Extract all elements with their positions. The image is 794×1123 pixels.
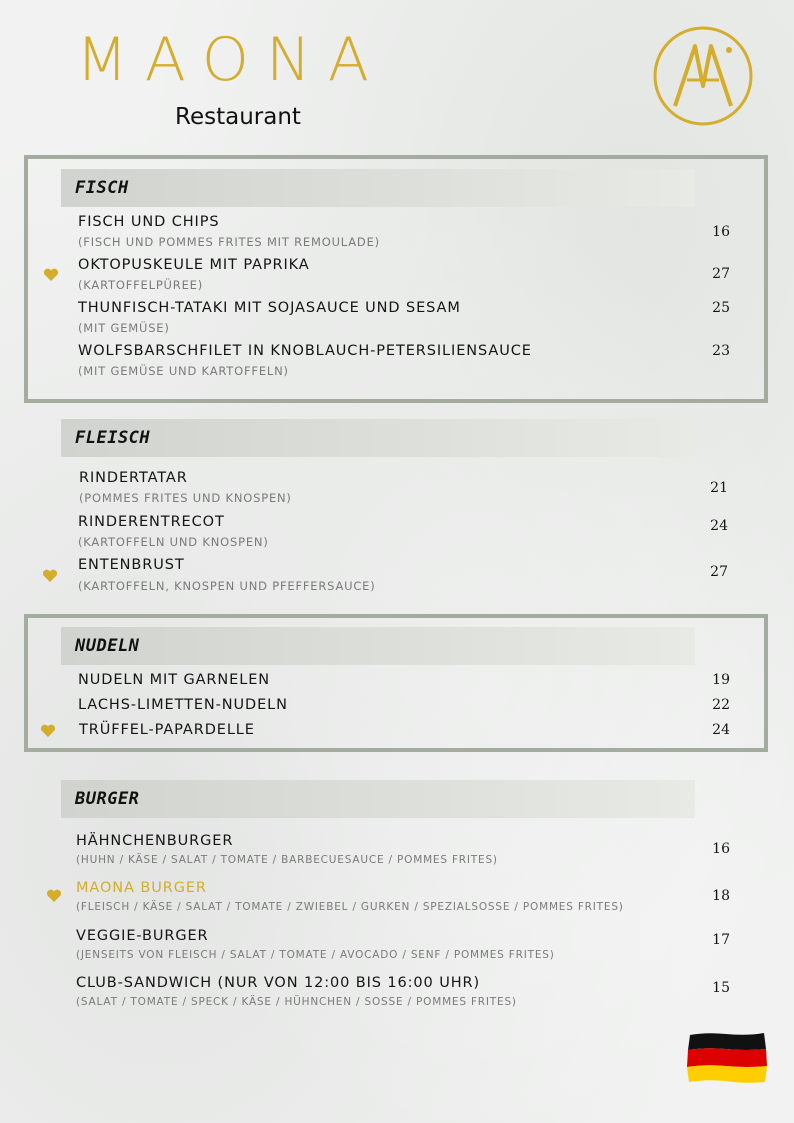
menu-item-description: (KARTOFFELN, KNOSPEN UND PFEFFERSAUCE) (78, 579, 376, 593)
menu-item-description: (HUHN / KÄSE / SALAT / TOMATE / BARBECUESAUCE / POMMES FRITES) (76, 854, 498, 866)
brand-emblem-icon (651, 24, 755, 128)
menu-item-name: LACHS-LIMETTEN-NUDELN (78, 697, 288, 713)
recommended-heart-icon (40, 724, 56, 738)
menu-item-name: FISCH UND CHIPS (78, 214, 220, 230)
menu-item-name-featured: MAONA BURGER (76, 880, 207, 896)
menu-item-description: (FISCH UND POMMES FRITES MIT REMOULADE) (78, 235, 380, 249)
menu-item-price: 19 (712, 672, 730, 688)
menu-item-name: CLUB-SANDWICH (NUR VON 12:00 BIS 16:00 UHR) (76, 975, 481, 991)
menu-item-name: ENTENBRUST (78, 557, 185, 573)
menu-item-price: 27 (712, 266, 730, 282)
category-title: FLEISCH (75, 428, 151, 448)
menu-item-price: 23 (712, 343, 730, 359)
menu-item-description: (SALAT / TOMATE / SPECK / KÄSE / HÜHNCHEN / SOSSE / POMMES FRITES) (76, 996, 517, 1008)
germany-flag-icon[interactable] (686, 1032, 768, 1084)
menu-item-name: VEGGIE-BURGER (76, 928, 209, 944)
category-header-nudeln (61, 627, 695, 665)
category-title: FISCH (75, 178, 129, 198)
menu-item-price: 18 (712, 888, 730, 904)
menu-item-price: 25 (712, 300, 730, 316)
recommended-heart-icon (42, 569, 58, 583)
category-title: NUDELN (75, 636, 140, 656)
menu-item-price: 21 (710, 480, 728, 496)
recommended-heart-icon (43, 268, 59, 282)
menu-item-name: WOLFSBARSCHFILET IN KNOBLAUCH-PETERSILIENSAUCE (78, 343, 532, 359)
menu-item-name: RINDERENTRECOT (78, 514, 225, 530)
category-header-fisch (61, 169, 695, 207)
menu-item-name: TRÜFFEL-PAPARDELLE (79, 722, 255, 738)
menu-item-description: (FLEISCH / KÄSE / SALAT / TOMATE / ZWIEBEL / GURKEN / SPEZIALSOSSE / POMMES FRITES) (76, 901, 624, 913)
menu-item-price: 27 (710, 564, 728, 580)
menu-item-description: (JENSEITS VON FLEISCH / SALAT / TOMATE / AVOCADO / SENF / POMMES FRITES) (76, 949, 555, 961)
menu-item-description: (MIT GEMÜSE UND KARTOFFELN) (78, 364, 289, 378)
category-header-burger (61, 780, 695, 818)
menu-item-price: 22 (712, 697, 730, 713)
menu-item-price: 15 (712, 980, 730, 996)
menu-item-price: 17 (712, 932, 730, 948)
menu-item-price: 16 (712, 224, 730, 240)
menu-item-price: 24 (710, 518, 728, 534)
menu-item-name: OKTOPUSKEULE MIT PAPRIKA (78, 257, 310, 273)
recommended-heart-icon (46, 889, 62, 903)
menu-item-price: 24 (712, 722, 730, 738)
brand-logo-text: MAONA (76, 25, 386, 95)
menu-item-name: NUDELN MIT GARNELEN (78, 672, 270, 688)
menu-item-description: (KARTOFFELPÜREE) (78, 278, 203, 292)
menu-item-description: (KARTOFFELN UND KNOSPEN) (78, 535, 269, 549)
menu-item-description: (POMMES FRITES UND KNOSPEN) (79, 491, 292, 505)
category-header-fleisch (61, 419, 695, 457)
menu-item-price: 16 (712, 841, 730, 857)
brand-subtitle: Restaurant (175, 104, 301, 130)
menu-item-name: THUNFISCH-TATAKI MIT SOJASAUCE UND SESAM (78, 300, 461, 316)
menu-item-name: HÄHNCHENBURGER (76, 833, 234, 849)
category-title: BURGER (75, 789, 140, 809)
menu-item-name: RINDERTATAR (79, 470, 188, 486)
menu-item-description: (MIT GEMÜSE) (78, 321, 170, 335)
